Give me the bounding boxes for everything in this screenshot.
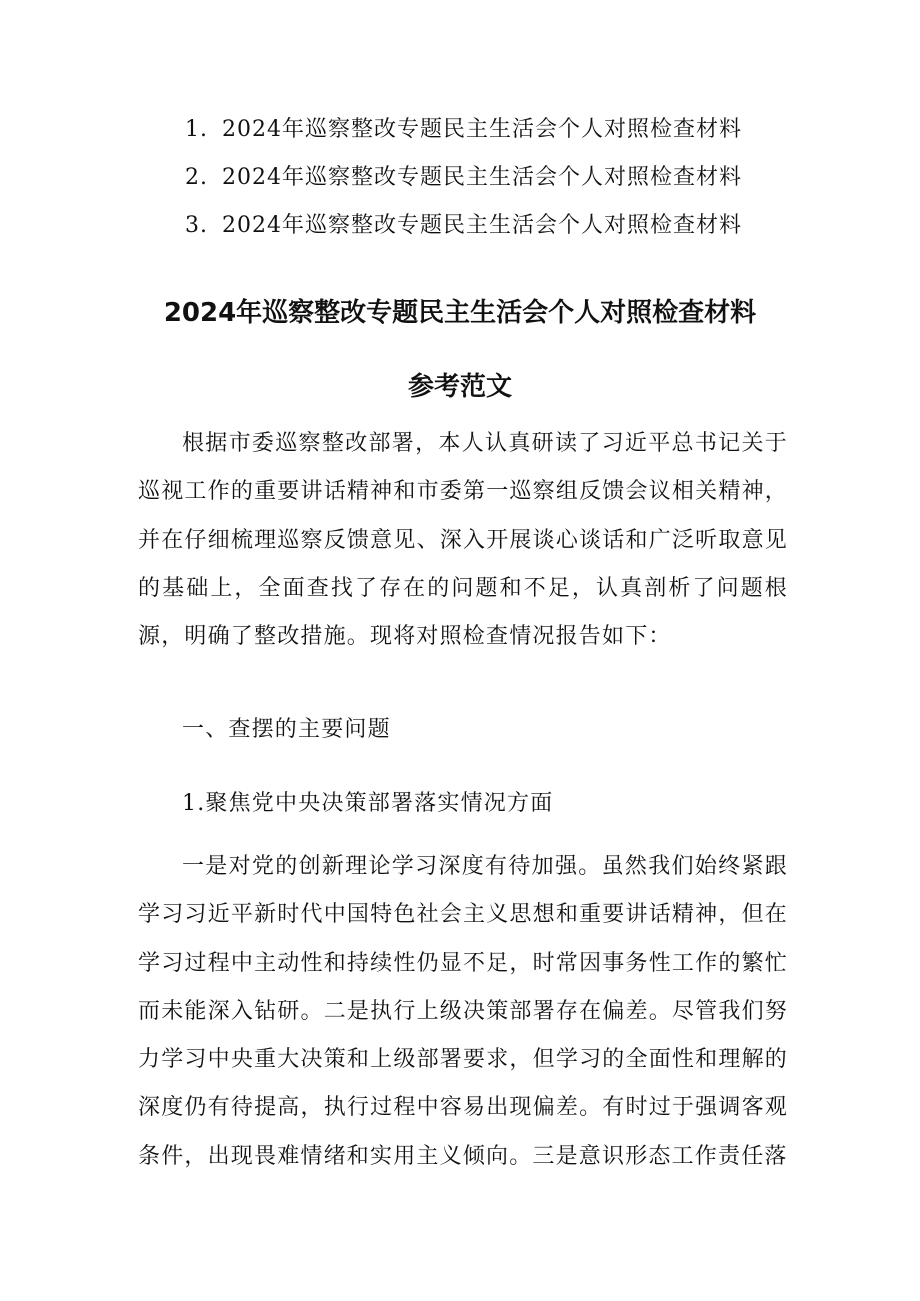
toc-item[interactable] [185,160,825,208]
toc-item-text: 2024年巡察整改专题民主生活会个人对照检查材料 [222,165,742,190]
intro-paragraph: 根据市委巡察整改部署，本人认真研读了习近平总书记关于巡视工作的重要讲话精神和市委第一巡察组反馈会议相关精神，并在仔细梳理巡察反馈意见、深入开展谈心谈话和广泛听取意见的基础上，全面查找了存在的问题和不足，认真剖析了问题根源，明确了整改措施。现将对照检查情况报告如下： [138,431,788,650]
toc-item-number: 1. [185,117,208,142]
toc-item-text: 2024年巡察整改专题民主生活会个人对照检查材料 [222,117,742,142]
toc-item[interactable] [185,208,825,256]
subsection-heading: 1.聚焦党中央决策部署落实情况方面 [182,791,554,816]
toc-item-text: 2024年巡察整改专题民主生活会个人对照检查材料 [222,213,742,238]
table-of-contents [185,112,825,256]
section-heading: 一、查摆的主要问题 [182,717,391,742]
toc-item-number: 2. [185,165,208,190]
body-paragraph: 一是对党的创新理论学习深度有待加强。虽然我们始终紧跟学习习近平新时代中国特色社会主义思想和重要讲话精神，但在学习过程中主动性和持续性仍显不足，时常因事务性工作的繁忙而未能深入钻研。二是执行上级决策部署存在偏差。尽管我们努力学习中央重大决策和上级部署要求，但学习的全面性和理解的深度仍有待提高，执行过程中容易出现偏差。有时过于强调客观条件，出现畏难情绪和实用主义倾向。三是意识形态工作责任落 [138,854,788,1169]
toc-item-number: 3. [185,213,208,238]
document-subtitle: 参考范文 [407,372,512,402]
toc-item[interactable] [185,112,825,160]
document-title: 2024年巡察整改专题民主生活会个人对照检查材料 [163,298,757,328]
